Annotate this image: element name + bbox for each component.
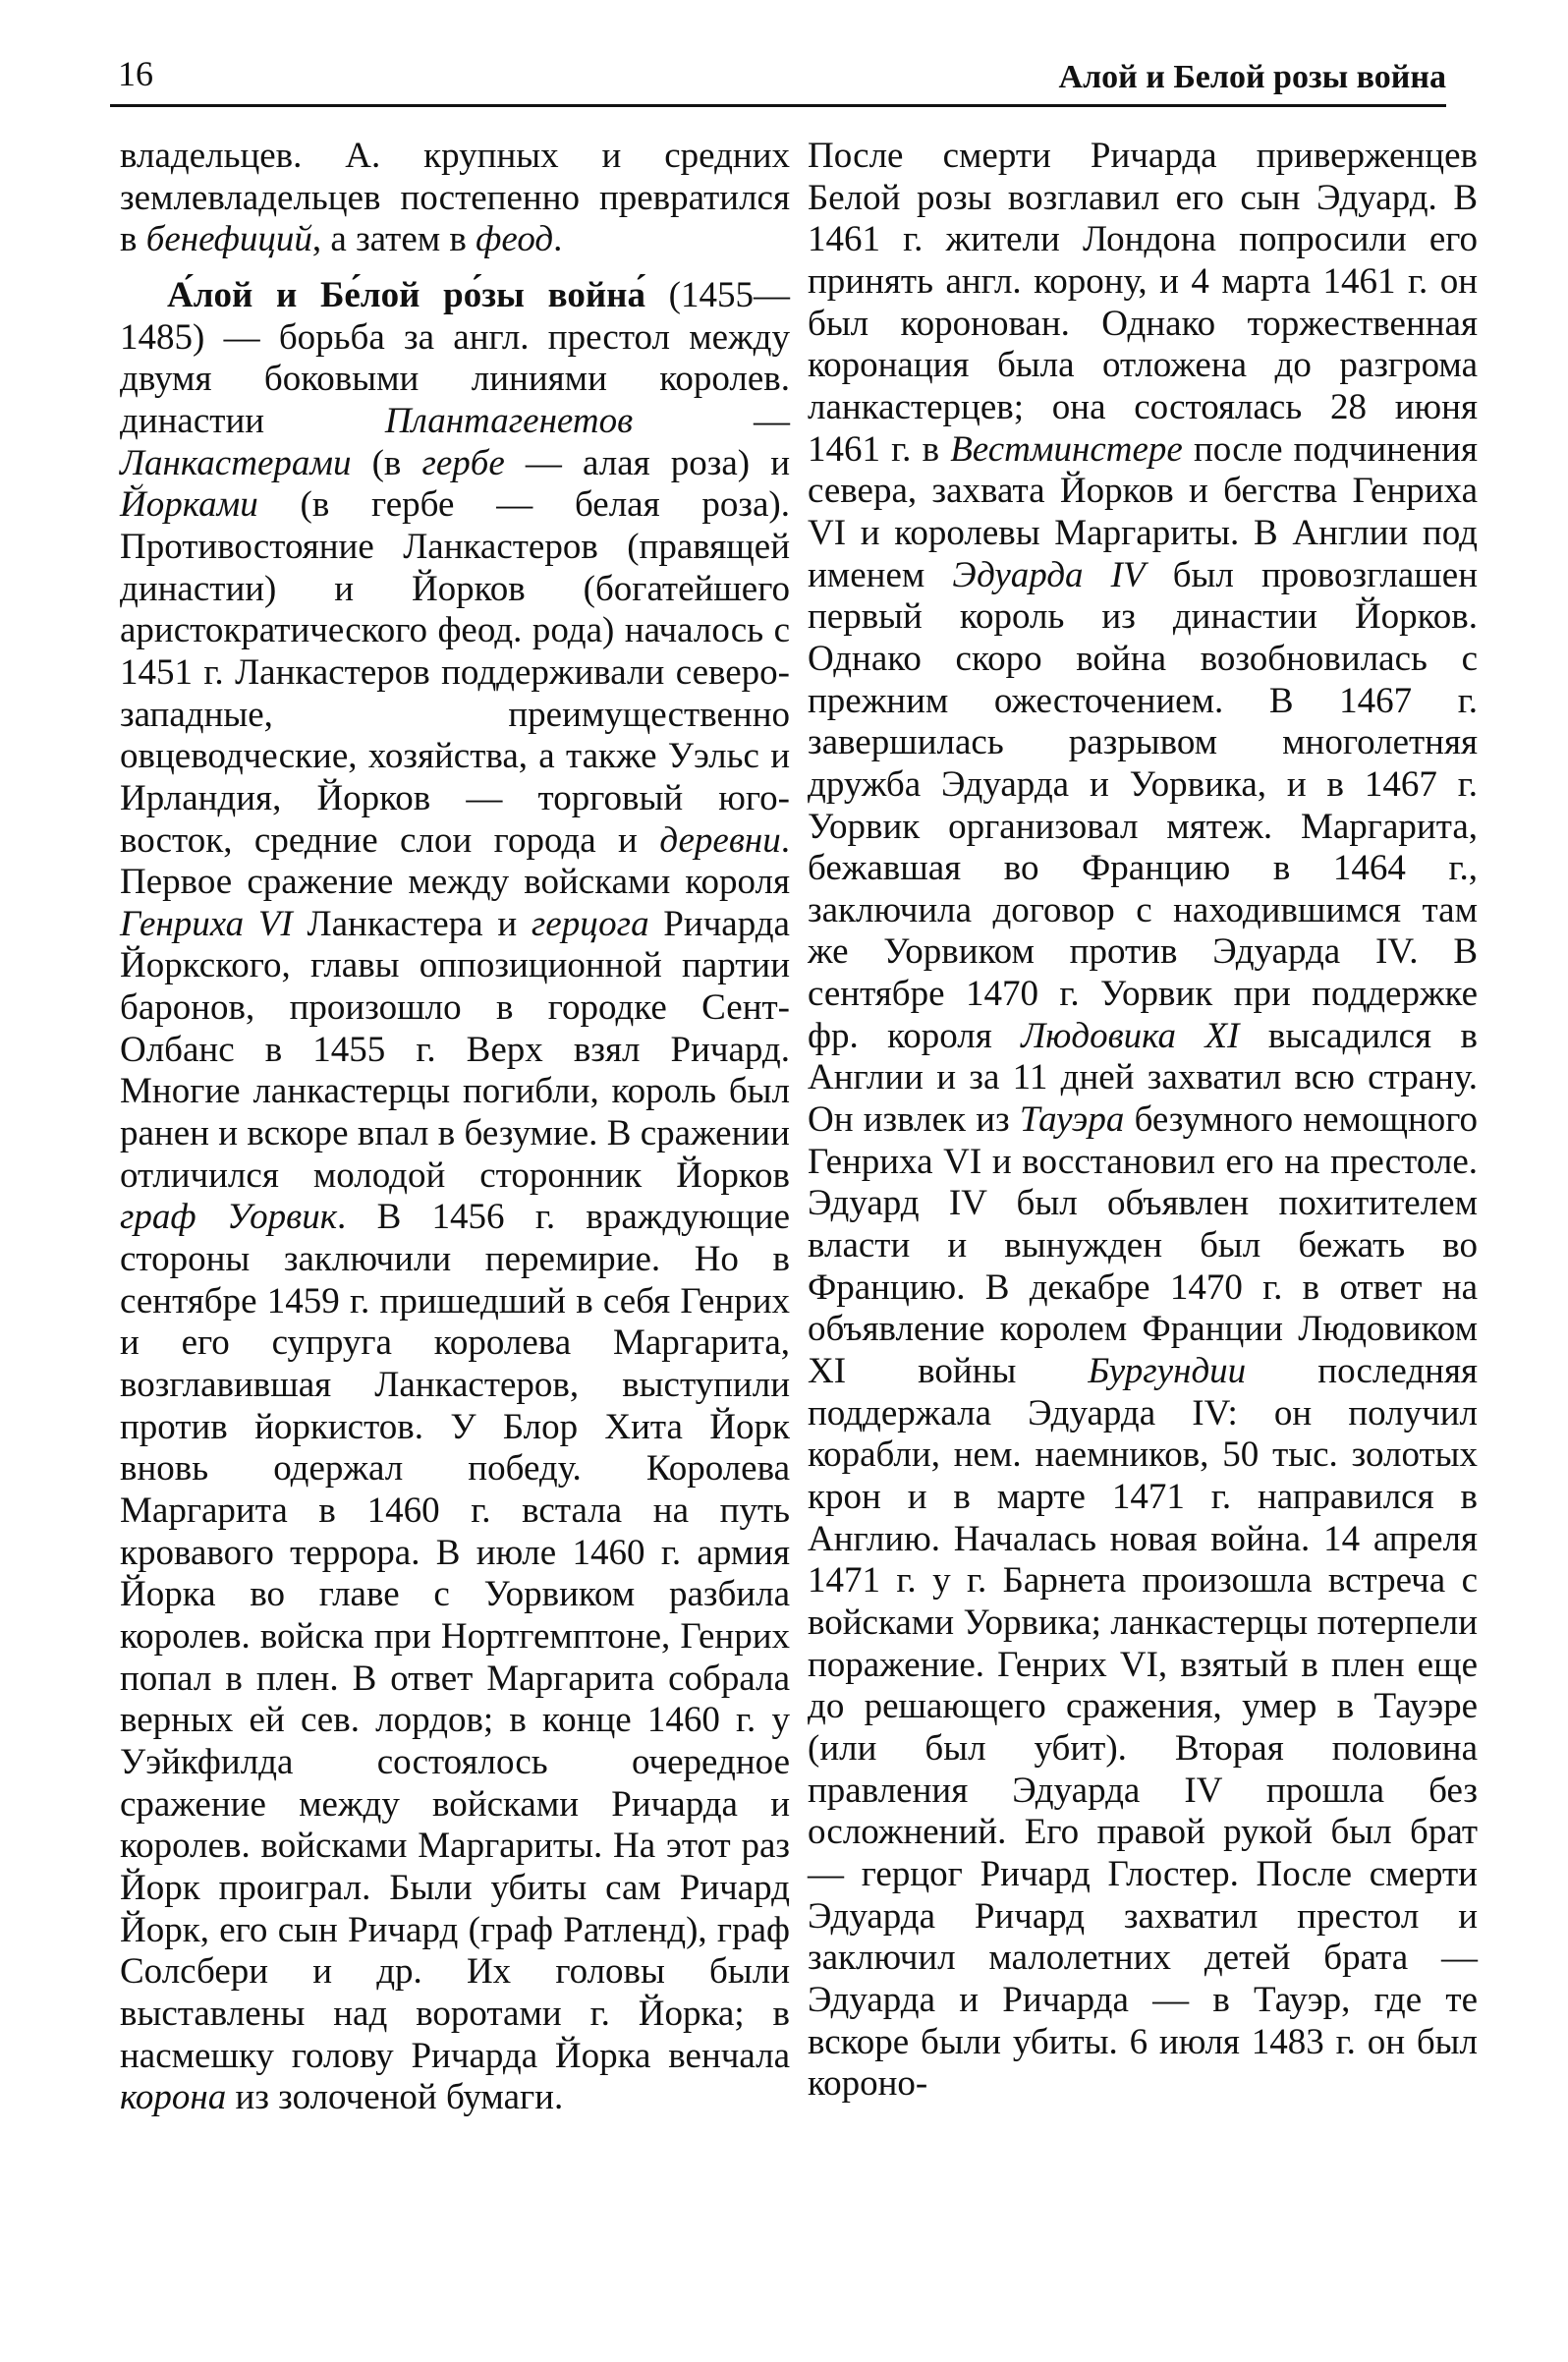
- cross-reference: Вестминстере: [950, 428, 1183, 470]
- text-run: из золоченой бумаги.: [226, 2077, 564, 2118]
- text-run: высадился в Англии и за 11 дней захватил всю страну. Он извлек из: [808, 1015, 1478, 1141]
- cross-reference: Эдуарда IV: [952, 554, 1146, 595]
- left-column: [120, 136, 790, 2119]
- page-number: 16: [118, 54, 153, 93]
- cross-reference: Людовика XI: [1021, 1015, 1240, 1056]
- cross-reference: Бургундии: [1088, 1351, 1247, 1392]
- cross-reference: Тауэра: [1019, 1099, 1125, 1141]
- cross-reference: корона: [120, 2077, 227, 2118]
- cross-reference: бенефиций: [145, 219, 312, 260]
- text-run: владельцев. А. крупных и средних землевладельцев постепенно превратился в: [120, 136, 790, 260]
- cross-reference: феод: [476, 219, 554, 260]
- text-run: (в: [351, 442, 422, 483]
- cross-reference: Плантагенетов: [384, 400, 634, 441]
- text-run: (1455—1485) — борьба за англ. престол между двумя боковыми линиями королев. династии: [120, 274, 790, 441]
- text-run: после подчинения севера, захвата Йорков и бегства Генриха VI и королевы Маргариты. В Англии под именем: [808, 428, 1478, 595]
- right-column: [808, 136, 1478, 2106]
- text-run: .: [553, 219, 563, 260]
- cross-reference: гербе: [421, 442, 505, 483]
- continuation-paragraph: [120, 136, 790, 261]
- entry-headword: А́лой и Бе́лой ро́зы война́: [167, 274, 645, 315]
- text-run: . Первое сражение между войсками короля: [120, 819, 790, 903]
- cross-reference: Генриха VI: [120, 903, 293, 944]
- entry-paragraph-continued: [808, 136, 1478, 2106]
- cross-reference: герцога: [531, 903, 649, 944]
- text-run: После смерти Ричарда приверженцев Белой розы возглавил его сын Эдуард. В 1461 г. жители Лондона попросили его принять англ. корону, и 4 марта 1461 г. он был коронован. Однако торжественная коронация была отложена до разгрома ланкастерцев; она состоялась 28 июня 1461 г. в: [808, 136, 1478, 470]
- running-title: Алой и Белой розы война: [1058, 59, 1446, 95]
- cross-reference: Ланкастерами: [120, 442, 352, 483]
- text-run: (в гербе — белая роза). Противостояние Ланкастеров (правящей династии) и Йорков (богатейшего аристократического феод. рода) началось с 1451 г. Ланкастеров поддерживали северо-западные, преимущественно овцеводческие, хозяйства, а также Уэльс и Ирландия, Йорков — торговый юго-восток, средние слои города и: [120, 484, 790, 861]
- cross-reference: граф Уорвик: [120, 1197, 338, 1238]
- text-run: последняя поддержала Эдуарда IV: он получил корабли, нем. наемников, 50 тыс. золотых крон и в марте 1471 г. направился в Англию. Началась новая война. 14 апреля 1471 г. у г. Барнета произошла встреча с войсками Уорвика; ланкастерцы потерпели поражение. Генрих VI, взятый в плен еще до решающего сражения, умер в Тауэре (или был убит). Вторая половина правления Эдуарда IV прошла без осложнений. Его правой рукой был брат — герцог Ричард Глостер. После смерти Эдуарда Ричард захватил престол и заключил малолетних детей брата — Эдуарда и Ричарда — в Тауэр, где те вскоре были убиты. 6 июля 1483 г. он был короно-: [808, 1351, 1478, 2105]
- text-run: был провозглашен первый король из династии Йорков. Однако скоро война возобновилась с прежним ожесточением. В 1467 г. завершилась разрывом многолетняя дружба Эдуарда и Уорвика, и в 1467 г. Уорвик организовал мятеж. Маргарита, бежавшая во Францию в 1464 г., заключила договор с находившимся там же Уорвиком против Эдуарда IV. В сентябре 1470 г. Уорвик при поддержке фр. короля: [808, 554, 1478, 1056]
- text-run: , а затем в: [311, 219, 476, 260]
- entry-paragraph: [120, 275, 790, 2119]
- cross-reference: Йорками: [120, 484, 258, 526]
- text-run: — алая роза) и: [504, 442, 790, 483]
- text-run: безумного немощного Генриха VI и восстановил его на престоле. Эдуард IV был объявлен похитителем власти и вынужден был бежать во Францию. В декабре 1470 г. в ответ на объявление королем Франции Людовиком XI войны: [808, 1099, 1478, 1392]
- cross-reference: деревни: [659, 819, 781, 861]
- text-run: Ричарда Йоркского, главы оппозиционной партии баронов, произошло в городке Сент-Олбанс в 1455 г. Верх взял Ричард. Многие ланкастерцы погибли, король был ранен и вскоре впал в безумие. В сражении отличился молодой сторонник Йорков: [120, 903, 790, 1196]
- text-run: —: [633, 400, 790, 441]
- text-run: Ланкастера и: [292, 903, 532, 944]
- text-run: . В 1456 г. враждующие стороны заключили перемирие. Но в сентябре 1459 г. пришедший в себя Генрих и его супруга королева Маргарита, возглавившая Ланкастеров, выступили против йоркистов. У Блор Хита Йорк вновь одержал победу. Королева Маргарита в 1460 г. встала на путь кровавого террора. В июле 1460 г. армия Йорка во главе с Уорвиком разбила королев. войска при Нортгемптоне, Генрих попал в плен. В ответ Маргарита собрала верных ей сев. лордов; в конце 1460 г. у Уэйкфилда состоялось очередное сражение между войсками Ричарда и королев. войсками Маргариты. На этот раз Йорк проиграл. Были убиты сам Ричард Йорк, его сын Ричард (граф Ратленд), граф Солсбери и др. Их головы были выставлены над воротами г. Йорка; в насмешку голову Ричарда Йорка венчала: [120, 1197, 790, 2076]
- page-header: [110, 49, 1446, 107]
